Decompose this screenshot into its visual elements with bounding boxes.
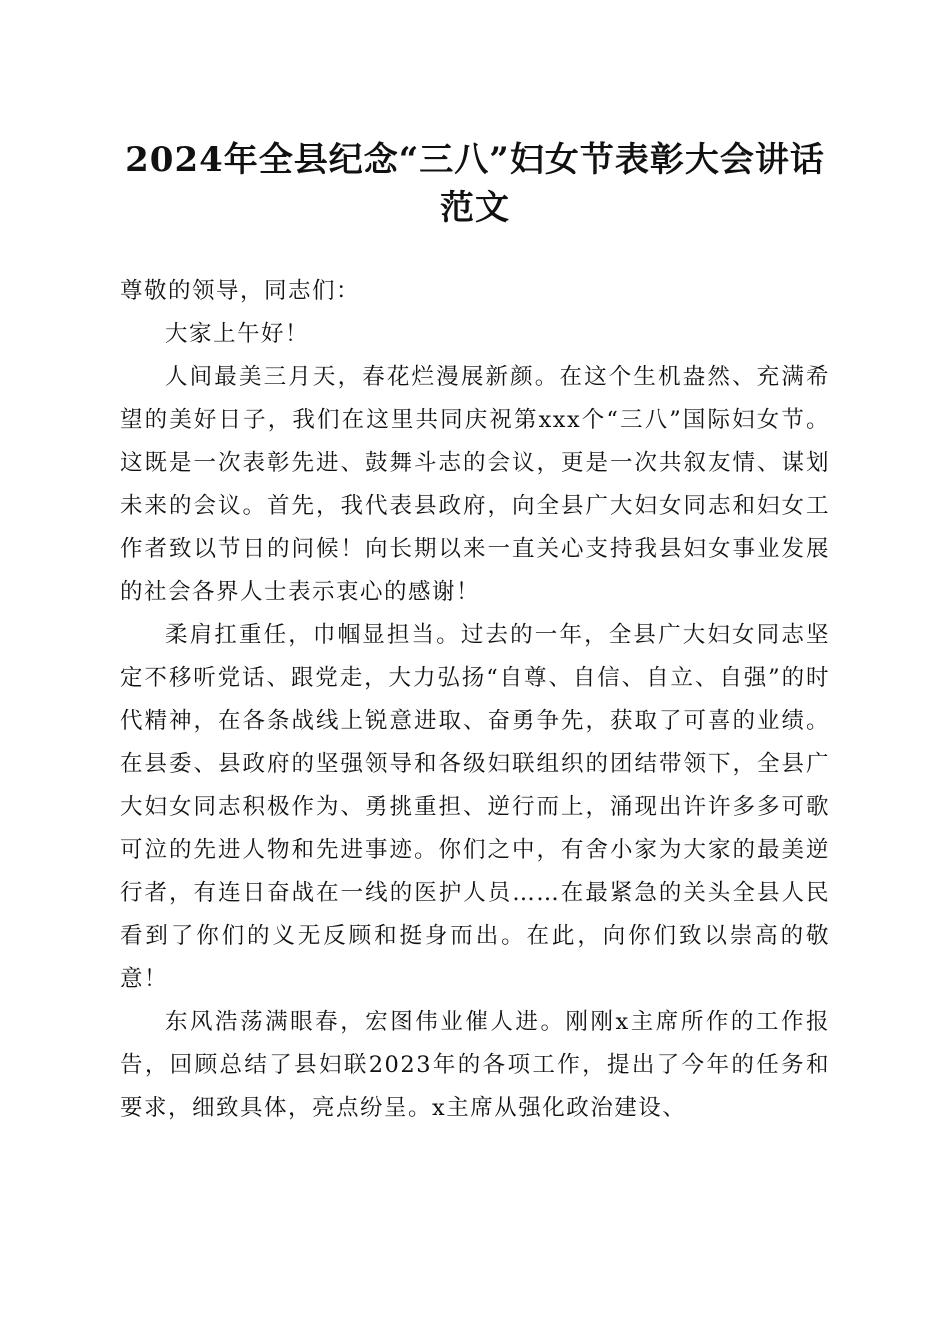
salutation: 尊敬的领导，同志们： (120, 278, 361, 304)
document-body (120, 270, 830, 1130)
greeting-paragraph: 大家上午好！ (165, 321, 310, 347)
body-paragraph: 东风浩荡满眼春，宏图伟业催人进。刚刚x主席所作的工作报告，回顾总结了县妇联2023年的各项工作，提出了今年的任务和要求，细致具体，亮点纷呈。x主席从强化政治建设、 (120, 1009, 830, 1121)
document-title: 2024年全县纪念“三八”妇女节表彰大会讲话范文 (125, 140, 825, 228)
body-paragraph: 人间最美三月天，春花烂漫展新颜。在这个生机盎然、充满希望的美好日子，我们在这里共同庆祝第xxx个“三八”国际妇女节。这既是一次表彰先进、鼓舞斗志的会议，更是一次共叙友情、谋划未来的会议。首先，我代表县政府，向全县广大妇女同志和妇女工作者致以节日的问候！向长期以来一直关心支持我县妇女事业发展的社会各界人士表示衷心的感谢！ (120, 364, 830, 605)
body-paragraph: 柔肩扛重任，巾帼显担当。过去的一年，全县广大妇女同志坚定不移听党话、跟党走，大力弘扬“自尊、自信、自立、自强”的时代精神，在各条战线上锐意进取、奋勇争先，获取了可喜的业绩。在县委、县政府的坚强领导和各级妇联组织的团结带领下，全县广大妇女同志积极作为、勇挑重担、逆行而上，涌现出许许多多可歌可泣的先进人物和先进事迹。你们之中，有舍小家为大家的最美逆行者，有连日奋战在一线的医护人员……在最紧急的关头全县人民看到了你们的义无反顾和挺身而出。在此，向你们致以崇高的敬意！ (120, 622, 830, 992)
